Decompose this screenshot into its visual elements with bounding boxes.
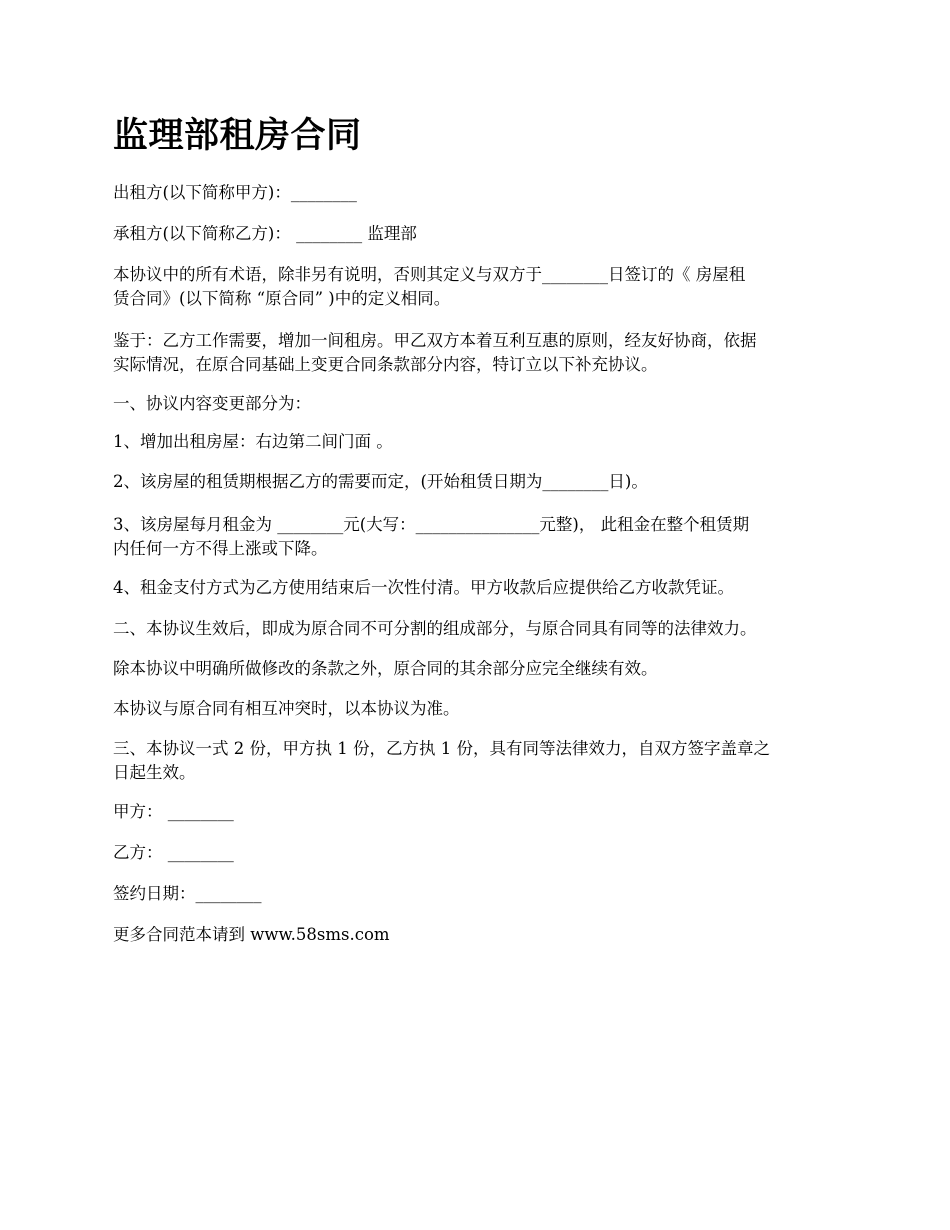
paragraph-line: 4、租金支付方式为乙方使用结束后一次性付清。甲方收款后应提供给乙方收款凭证。 (113, 578, 734, 597)
paragraph-line: 内任何一方不得上涨或下降。 (113, 539, 328, 558)
paragraph-line: 本协议中的所有术语，除非另有说明，否则其定义与双方于________日签订的《 房屋租 (113, 265, 746, 284)
paragraph-line: 3、该房屋每月租金为 ________元(大写：_______________元整)， 此租金在整个租赁期 (113, 515, 750, 534)
paragraph-line: 赁合同》(以下简称 “原合同” )中的定义相同。 (113, 289, 451, 308)
conflict-paragraph (113, 697, 843, 721)
document-title: 监理部租房合同 (113, 116, 362, 156)
paragraph-line: 一、协议内容变更部分为： (113, 394, 311, 413)
section-two (113, 617, 843, 641)
whereas-paragraph (113, 329, 843, 377)
paragraph-line: 承租方(以下简称乙方)： ________ 监理部 (113, 224, 417, 243)
paragraph-line: 除本协议中明确所做修改的条款之外，原合同的其余部分应完全继续有效。 (113, 659, 658, 678)
paragraph-line: 更多合同范本请到 www.58sms.com (113, 925, 390, 944)
paragraph-line: 二、本协议生效后，即成为原合同不可分割的组成部分，与原合同具有同等的法律效力。 (113, 619, 757, 638)
paragraph-line: 乙方： ________ (113, 843, 234, 862)
section-three (113, 737, 843, 785)
footer-note (113, 923, 843, 947)
paragraph-line: 2、该房屋的租赁期根据乙方的需要而定，(开始租赁日期为________日)。 (113, 472, 648, 491)
lessee-line (113, 222, 843, 246)
terms-definition-paragraph (113, 263, 843, 311)
section-one-heading (113, 392, 843, 416)
paragraph-line: 1、增加出租房屋：右边第二间门面 。 (113, 432, 393, 451)
paragraph-line: 鉴于：乙方工作需要，增加一间租房。甲乙双方本着互利互惠的原则，经友好协商，依据 (113, 331, 757, 350)
paragraph-line: 三、本协议一式 2 份，甲方执 1 份，乙方执 1 份，具有同等法律效力，自双方签字盖章之 (113, 739, 770, 758)
clause-4 (113, 576, 843, 600)
party-b-signature (113, 841, 843, 865)
clause-3 (113, 513, 843, 561)
clause-2 (113, 470, 843, 494)
paragraph-line: 本协议与原合同有相互冲突时，以本协议为准。 (113, 699, 460, 718)
paragraph-line: 甲方： ________ (113, 802, 234, 821)
paragraph-line: 日起生效。 (113, 763, 196, 782)
lessor-line (113, 181, 843, 205)
party-a-signature (113, 800, 843, 824)
clause-1 (113, 430, 843, 454)
paragraph-line: 实际情况，在原合同基础上变更合同条款部分内容，特订立以下补充协议。 (113, 355, 658, 374)
remaining-terms-paragraph (113, 657, 843, 681)
paragraph-line: 签约日期：________ (113, 884, 262, 903)
paragraph-line: 出租方(以下简称甲方)：________ (113, 183, 357, 202)
signing-date (113, 882, 843, 906)
